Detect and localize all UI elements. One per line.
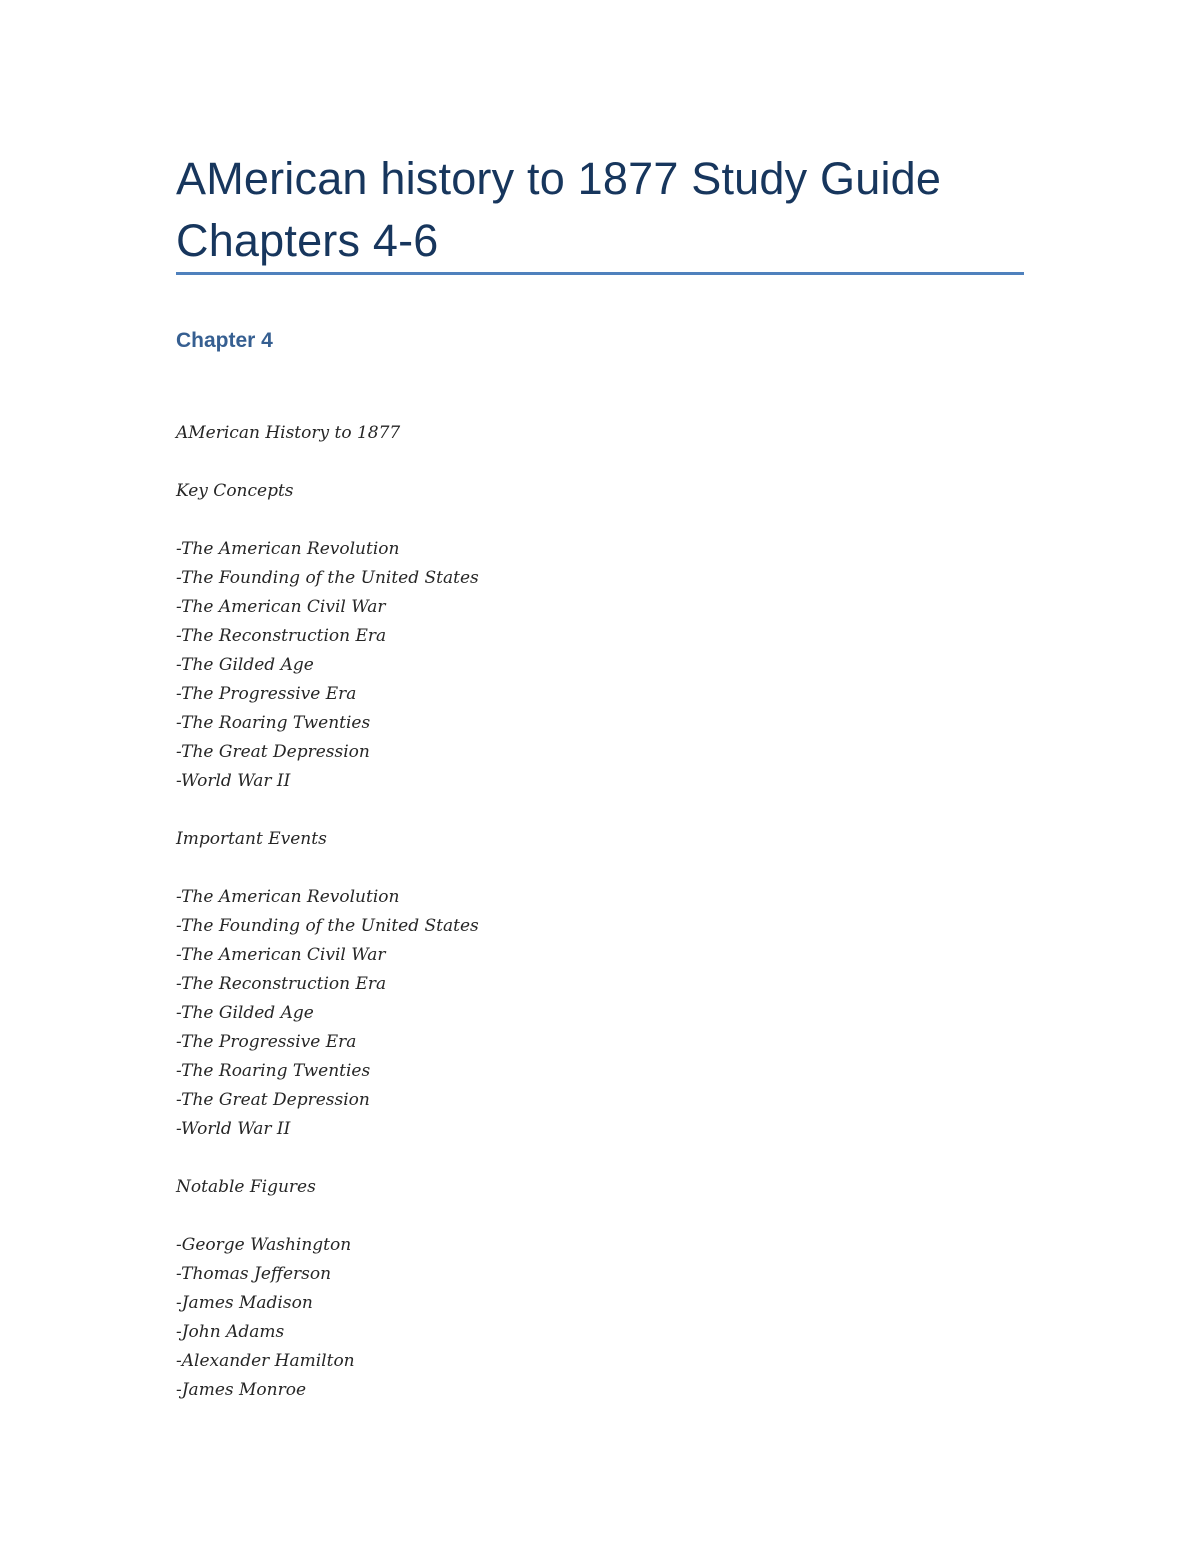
paragraph-spacer bbox=[176, 1202, 1024, 1231]
list-item: -World War II bbox=[176, 771, 291, 791]
paragraph-spacer bbox=[176, 796, 1024, 825]
list-item: -The Great Depression bbox=[176, 742, 370, 762]
list-item: -Alexander Hamilton bbox=[176, 1351, 355, 1371]
title-line-1: AMerican history to 1877 Study Guide bbox=[176, 153, 942, 204]
list-item: -The American Revolution bbox=[176, 539, 400, 559]
document-title bbox=[176, 148, 1024, 272]
list-item: -Thomas Jefferson bbox=[176, 1264, 332, 1284]
list-item: -The Gilded Age bbox=[176, 655, 314, 675]
list-item: -The Founding of the United States bbox=[176, 568, 479, 588]
paragraph-spacer bbox=[176, 506, 1024, 535]
paragraph-spacer bbox=[176, 854, 1024, 883]
key-concepts-list bbox=[176, 535, 1024, 796]
list-item: -The American Civil War bbox=[176, 945, 386, 965]
title-line-2: Chapters 4-6 bbox=[176, 215, 439, 266]
list-item: -John Adams bbox=[176, 1322, 285, 1342]
notable-figures-heading: Notable Figures bbox=[176, 1177, 316, 1197]
notable-figures-list bbox=[176, 1231, 1024, 1405]
paragraph-spacer bbox=[176, 448, 1024, 477]
chapter-heading: Chapter 4 bbox=[176, 329, 273, 352]
list-item: -George Washington bbox=[176, 1235, 352, 1255]
paragraph-spacer bbox=[176, 1144, 1024, 1173]
list-item: -The Gilded Age bbox=[176, 1003, 314, 1023]
list-item: -World War II bbox=[176, 1119, 291, 1139]
course-line: AMerican History to 1877 bbox=[176, 423, 401, 443]
important-events-heading: Important Events bbox=[176, 829, 327, 849]
list-item: -The Great Depression bbox=[176, 1090, 370, 1110]
important-events-list bbox=[176, 883, 1024, 1144]
list-item: -The Reconstruction Era bbox=[176, 974, 387, 994]
list-item: -The Roaring Twenties bbox=[176, 713, 371, 733]
list-item: -The Reconstruction Era bbox=[176, 626, 387, 646]
list-item: -James Monroe bbox=[176, 1380, 307, 1400]
list-item: -The Founding of the United States bbox=[176, 916, 479, 936]
title-underline-rule bbox=[176, 272, 1024, 275]
list-item: -The American Civil War bbox=[176, 597, 386, 617]
list-item: -The Progressive Era bbox=[176, 684, 357, 704]
list-item: -James Madison bbox=[176, 1293, 313, 1313]
document-body bbox=[176, 419, 1024, 1405]
key-concepts-heading: Key Concepts bbox=[176, 481, 294, 501]
list-item: -The American Revolution bbox=[176, 887, 400, 907]
list-item: -The Progressive Era bbox=[176, 1032, 357, 1052]
list-item: -The Roaring Twenties bbox=[176, 1061, 371, 1081]
